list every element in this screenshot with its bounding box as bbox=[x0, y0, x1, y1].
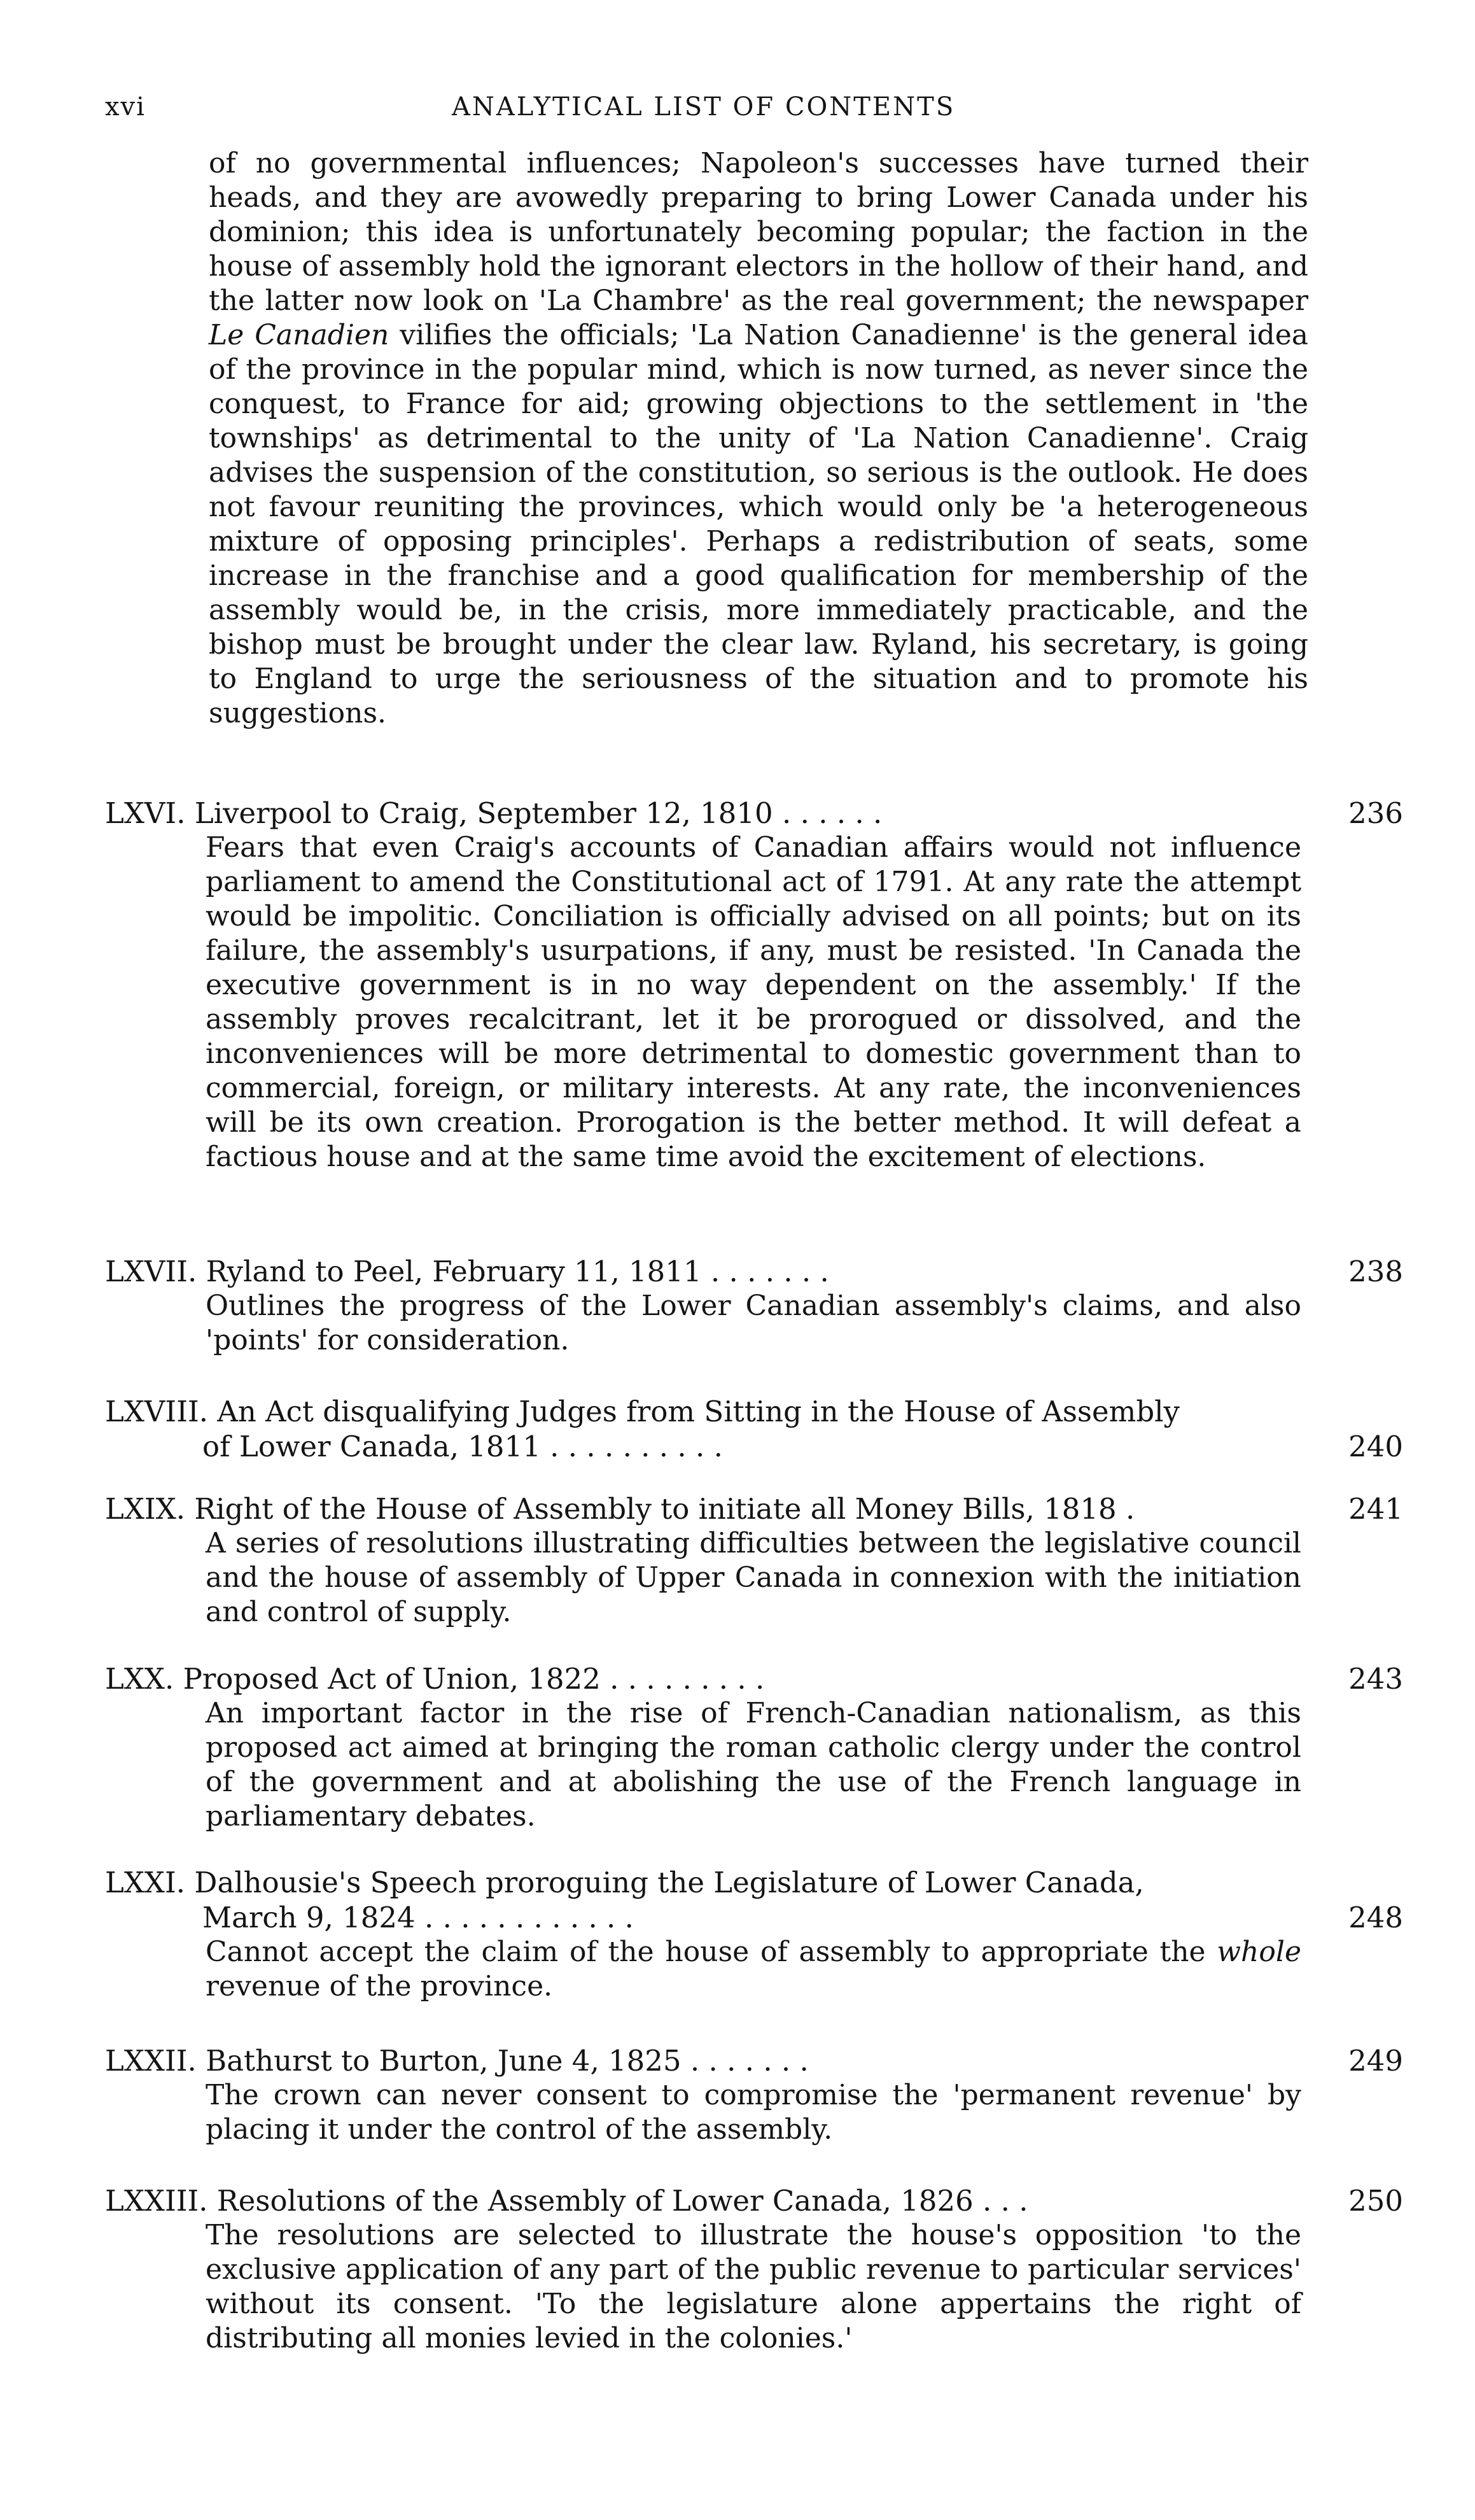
entry-numeral: LXXI. bbox=[105, 1866, 186, 1899]
entry-title-line2: March 9, 1824 bbox=[202, 1901, 416, 1934]
entry-page-ref: 249 bbox=[1348, 2044, 1403, 2078]
dot-leaders: . . . . . . . . . . bbox=[540, 1430, 723, 1463]
entry-heading bbox=[105, 1491, 1403, 1526]
entry-summary: A series of resolutions illustrating difficulties between the legislative council and the house of assembly of Upper Canada in connexion with the initiation and control of supply. bbox=[206, 1527, 1301, 1628]
entry-numeral: LXXII. bbox=[105, 2044, 197, 2078]
contents-entry bbox=[105, 2043, 1403, 2147]
entry-heading bbox=[105, 1865, 1403, 1935]
entry-summary: Fears that even Craig's accounts of Canadian affairs would not influence parliament to amend the Constitutional act of 1791. At any rate the attempt would be impolitic. Conciliation is officially advised on all points; but on its failure, the assembly's usurpations, if any, must be resisted. 'In Canada the executive government is in no way dependent on the assembly.' If the assembly proves recalcitrant, let it be prorogued or dissolved, and the inconveniences will be more detrimental to domestic government than to commercial, foreign, or military interests. At any rate, the inconveniences will be its own creation. Prorogation is the better method. It will defeat a factious house and at the same time avoid the excitement of elections. bbox=[206, 831, 1301, 1173]
entry-page-ref: 238 bbox=[1348, 1255, 1403, 1288]
contents-entry bbox=[105, 2183, 1403, 2356]
dot-leaders: . . . . . . . . . bbox=[600, 1662, 765, 1696]
dot-leaders: . . . . . . bbox=[772, 796, 883, 830]
contents-entry bbox=[105, 1865, 1403, 2004]
dot-leaders: . . . . . . . bbox=[701, 1255, 829, 1288]
continued-summary bbox=[209, 146, 1308, 731]
running-title: ANALYTICAL LIST OF CONTENTS bbox=[452, 92, 956, 122]
contents-entry bbox=[105, 1394, 1403, 1464]
entry-summary-emphasis: whole bbox=[1217, 1936, 1301, 1968]
entry-heading bbox=[105, 1661, 1403, 1696]
entry-summary-end: revenue of the province. bbox=[206, 1970, 553, 2003]
dot-leaders: . . . . . . . bbox=[681, 2044, 809, 2078]
entry-heading bbox=[105, 796, 1403, 831]
entry-title: An Act disqualifying Judges from Sitting in the House of Assembly bbox=[217, 1395, 1180, 1428]
entry-title: Right of the House of Assembly to initiate all Money Bills, 1818 bbox=[194, 1492, 1117, 1526]
entry-title-line2: of Lower Canada, 1811 bbox=[202, 1430, 541, 1463]
entry-numeral: LXIX. bbox=[105, 1492, 186, 1526]
entry-heading bbox=[105, 1394, 1403, 1464]
entry-page-ref: 248 bbox=[1348, 1901, 1403, 1934]
entry-title: Resolutions of the Assembly of Lower Canada, 1826 bbox=[216, 2184, 974, 2218]
newspaper-title: Le Canadien bbox=[209, 319, 389, 351]
contents-entry bbox=[105, 796, 1403, 1174]
entry-summary-text: Cannot accept the claim of the house of assembly to appropriate the bbox=[206, 1936, 1206, 1968]
entry-heading bbox=[105, 1254, 1403, 1289]
entry-title: Ryland to Peel, February 11, 1811 bbox=[206, 1255, 702, 1288]
running-header bbox=[105, 92, 1374, 130]
entry-page-ref: 236 bbox=[1348, 796, 1403, 830]
dot-leaders: . . . bbox=[973, 2184, 1028, 2218]
page-number: xvi bbox=[105, 92, 146, 122]
entry-title: Bathurst to Burton, June 4, 1825 bbox=[206, 2044, 682, 2078]
entry-summary: Outlines the progress of the Lower Canadian assembly's claims, and also 'points' for consideration. bbox=[206, 1290, 1301, 1356]
entry-title: Dalhousie's Speech proroguing the Legislature of Lower Canada, bbox=[194, 1866, 1144, 1899]
entry-numeral: LXVII. bbox=[105, 1255, 197, 1288]
entry-summary: The crown can never consent to compromise the 'permanent revenue' by placing it under the control of the assembly. bbox=[206, 2079, 1301, 2146]
entry-title: Liverpool to Craig, September 12, 1810 bbox=[194, 796, 773, 830]
contents-entry bbox=[105, 1254, 1403, 1358]
entry-page-ref: 250 bbox=[1348, 2184, 1403, 2218]
entry-numeral: LXVI. bbox=[105, 796, 186, 830]
entry-numeral: LXXIII. bbox=[105, 2184, 208, 2218]
dot-leaders: . bbox=[1116, 1492, 1135, 1526]
entry-heading bbox=[105, 2043, 1403, 2078]
entry-heading bbox=[105, 2183, 1403, 2218]
entry-title: Proposed Act of Union, 1822 bbox=[183, 1662, 601, 1696]
continued-summary-text: of no governmental influences; Napoleon's successes have turned their heads, and they are avowedly preparing to bring Lower Canada under his dominion; this idea is unfortunately becoming popular; the faction in the house of assembly hold the ignorant electors in the hollow of their hand, and the latter now look on 'La Chambre' as the real government; the newspaper Le Canadien vilifies the officials; 'La Nation Canadienne' is the general idea of the province in the popular mind, which is now turned, as never since the conquest, to France for aid; growing objections to the settlement in 'the townships' as detrimental to the unity of 'La Nation Canadienne'. Craig advises the suspension of the constitution, so serious is the outlook. He does not favour reuniting the provinces, which would only be 'a heterogeneous mixture of opposing principles'. Perhaps a redistribution of seats, some increase in the franchise and a good qualification for membership of the assembly would be, in the crisis, more immediately practicable, and the bishop must be brought under the clear law. Ryland, his secretary, is going to England to urge the seriousness of the situation and to promote his suggestions. bbox=[209, 147, 1308, 729]
entry-numeral: LXVIII. bbox=[105, 1395, 209, 1428]
entry-summary: An important factor in the rise of French-Canadian nationalism, as this proposed act aimed at bringing the roman catholic clergy under the control of the government and at abolishing the use of the French language in parliamentary debates. bbox=[206, 1697, 1301, 1833]
entry-page-ref: 240 bbox=[1348, 1430, 1403, 1463]
entry-numeral: LXX. bbox=[105, 1662, 174, 1696]
entry-summary: The resolutions are selected to illustrate the house's opposition 'to the exclusive application of any part of the public revenue to particular services' without its consent. 'To the legislature alone appertains the right of distributing all monies levied in the colonies.' bbox=[206, 2219, 1301, 2355]
entry-summary bbox=[206, 1935, 1301, 2004]
contents-entry bbox=[105, 1491, 1403, 1630]
dot-leaders: . . . . . . . . . . . . bbox=[415, 1901, 634, 1934]
entry-page-ref: 243 bbox=[1348, 1662, 1403, 1696]
entry-page-ref: 241 bbox=[1348, 1492, 1403, 1526]
contents-entry bbox=[105, 1661, 1403, 1834]
